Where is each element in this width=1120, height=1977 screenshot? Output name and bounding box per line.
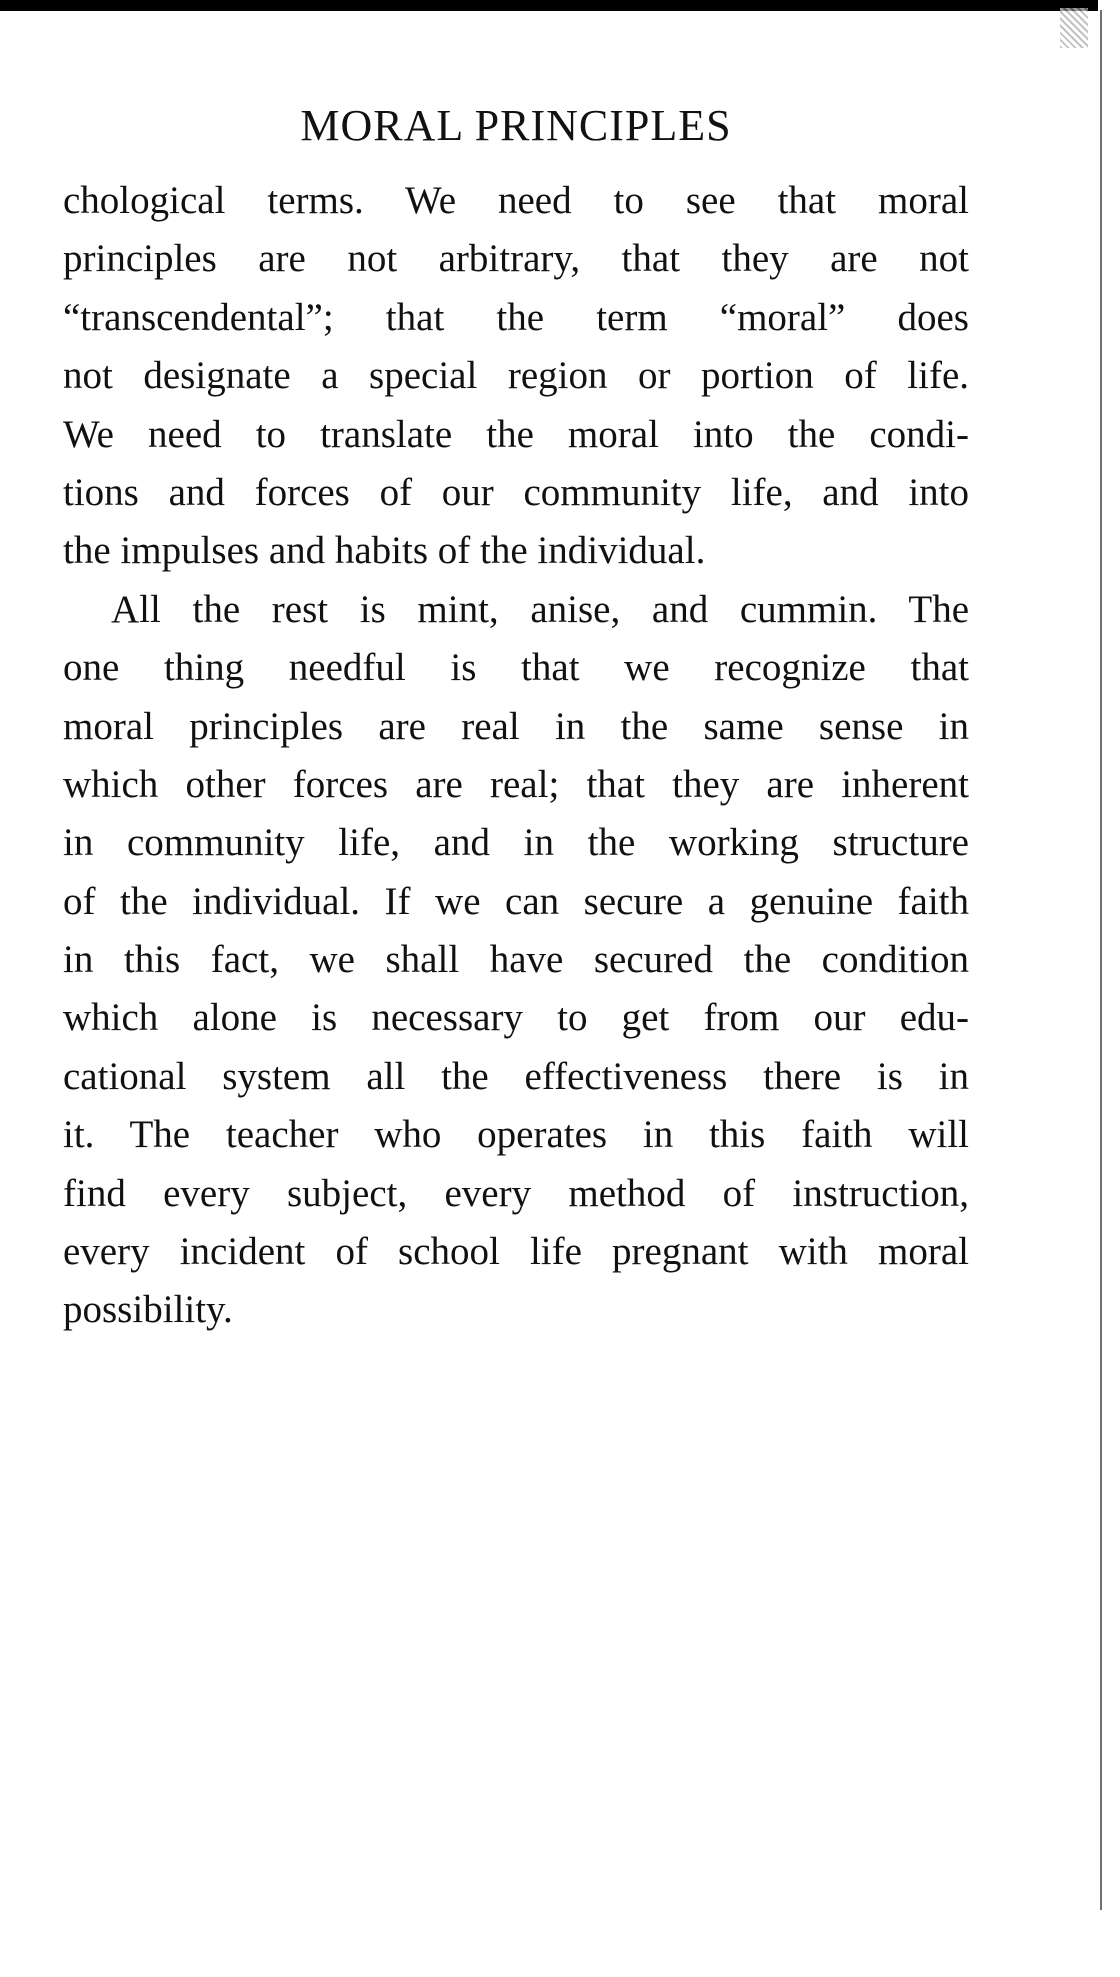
text-line: possibility. (63, 1288, 233, 1332)
text-line: All the rest is mint, anise, and cummin. The (111, 587, 969, 631)
text-line: which other forces are real; that they are inherent (63, 762, 969, 806)
text-line: it. The teacher who operates in this faith will (63, 1113, 969, 1157)
text-line: tions and forces of our community life, and into (63, 470, 969, 514)
text-line: which alone is necessary to get from our edu- (63, 996, 969, 1040)
text-line: moral principles are real in the same sense in (63, 704, 969, 748)
text-line: chological terms. We need to see that moral (63, 179, 969, 222)
paragraph-2 (63, 581, 969, 1340)
text-line: the impulses and habits of the individual. (63, 529, 706, 573)
text-line: not designate a special region or portion of life. (63, 354, 969, 398)
text-line: of the individual. If we can secure a genuine faith (63, 879, 969, 923)
text-line: in community life, and in the working structure (63, 821, 969, 865)
text-line: one thing needful is that we recognize that (63, 646, 969, 690)
text-line: “transcendental”; that the term “moral” does (63, 295, 969, 339)
text-line: every incident of school life pregnant with moral (63, 1230, 969, 1274)
text-line: in this fact, we shall have secured the condition (63, 938, 969, 982)
text-line: cational system all the effectiveness there is in (63, 1054, 969, 1098)
body-text (63, 172, 969, 1340)
running-head: MORAL PRINCIPLES (300, 101, 732, 150)
page-top-border (0, 0, 1098, 11)
page-right-edge (1100, 10, 1102, 1910)
text-line: We need to translate the moral into the condi- (63, 412, 969, 456)
text-line: find every subject, every method of instruction, (63, 1171, 969, 1215)
paragraph-1 (63, 172, 969, 581)
text-line: principles are not arbitrary, that they are not (63, 237, 969, 281)
scan-artifact (1060, 8, 1088, 48)
